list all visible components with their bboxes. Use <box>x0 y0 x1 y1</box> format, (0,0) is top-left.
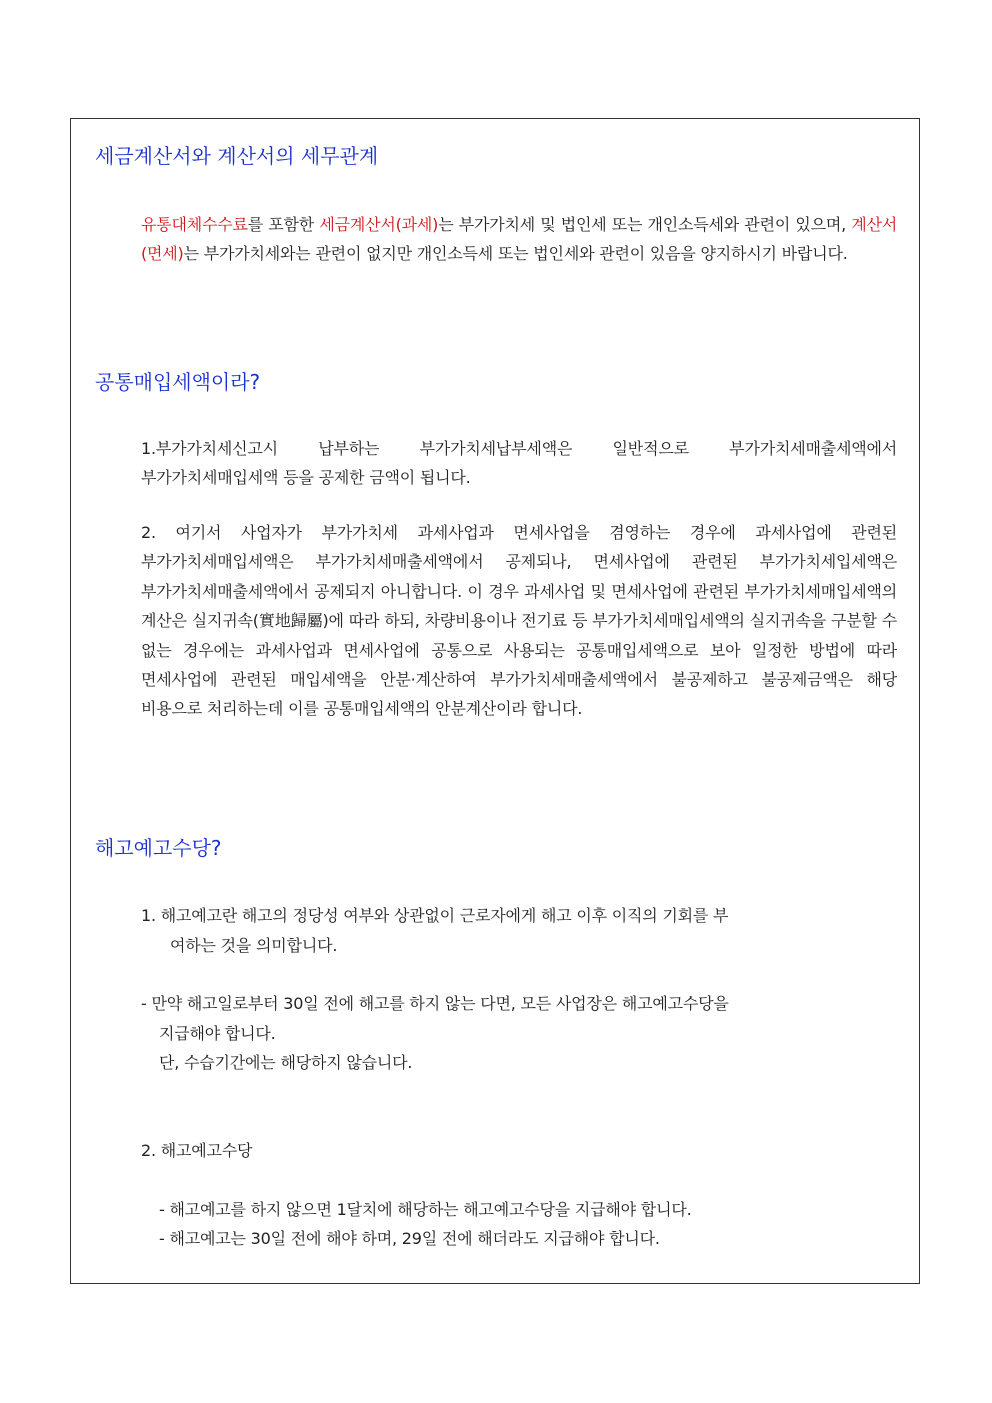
text-segment: 는 부가가치세 및 법인세 또는 개인소득세와 관련이 있으며, <box>438 215 852 234</box>
dismissal-note-line-1: - 만약 해고일로부터 30일 전에 해고를 하지 않는 다면, 모든 사업장은 해고예고수당을 <box>141 994 729 1013</box>
dismissal-item-2: 2. 해고예고수당 <box>141 1141 253 1160</box>
common-tax-item-2: 2. 여기서 사업자가 부가가치세 과세사업과 면세사업을 겸영하는 경우에 과세사업에 관련된 부가가치세매입세액은 부가가치세매출세액에서 공제되나, 면세사업에 관련된 부가가치세입세액은 부가가치세매출세액에서 공제되지 아니합니다. 이 경우 과세사업 및 면세사업에 관련된 부가가치세매입세액의 계산은 실지귀속(實地歸屬)에 따라 하되, 차량비용이나 전기료 등 부가가치세매입세액의 실지귀속을 구분할 수 없는 경우에는 과세사업과 면세사업에 공통으로 사용되는 공통매입세액으로 보아 일정한 방법에 따라 면세사업에 관련된 매입세액을 안분·계산하여 부가가치세매출세액에서 불공제하고 불공제금액은 해당 비용으로 처리하는데 이를 공통매입세액의 안분계산이라 합니다. <box>141 523 897 719</box>
highlight-invoice: 계산서(면세) <box>141 215 898 264</box>
common-tax-item-1: 1.부가가치세신고시 납부하는 부가가치세납부세액은 일반적으로 부가가치세매출세액에서 부가가치세매입세액 등을 공제한 금액이 됩니다. <box>141 439 897 488</box>
section-heading-dismissal-notice: 해고예고수당? <box>95 836 222 860</box>
dismissal-item-1-line-2: 여하는 것을 의미합니다. <box>170 936 338 955</box>
dismissal-note-line-2: 지급해야 합니다. <box>159 1024 276 1043</box>
text-segment: 는 부가가치세와는 관련이 없지만 개인소득세 또는 법인세와 관련이 있음을 양지하시기 바랍니다. <box>183 244 848 264</box>
section-heading-common-input-tax: 공통매입세액이라? <box>95 370 261 394</box>
dismissal-bullet-1: - 해고예고를 하지 않으면 1달치에 해당하는 해고예고수당을 지급해야 합니다. <box>159 1200 692 1219</box>
highlight-fee: 유통대체수수료 <box>141 215 248 234</box>
dismissal-bullet-2: - 해고예고는 30일 전에 해야 하며, 29일 전에 해더라도 지급해야 합니다. <box>159 1229 660 1248</box>
dismissal-item-1-line-1: 1. 해고예고란 해고의 정당성 여부와 상관없이 근로자에게 해고 이후 이직의 기회를 부 <box>141 906 729 925</box>
section-heading-invoice: 세금계산서와 계산서의 세무관계 <box>95 144 379 168</box>
highlight-tax-invoice: 세금계산서(과세) <box>319 215 439 234</box>
text-segment: 를 포함한 <box>247 215 320 234</box>
dismissal-note-line-3: 단, 수습기간에는 해당하지 않습니다. <box>159 1053 413 1072</box>
invoice-paragraph <box>141 210 897 269</box>
